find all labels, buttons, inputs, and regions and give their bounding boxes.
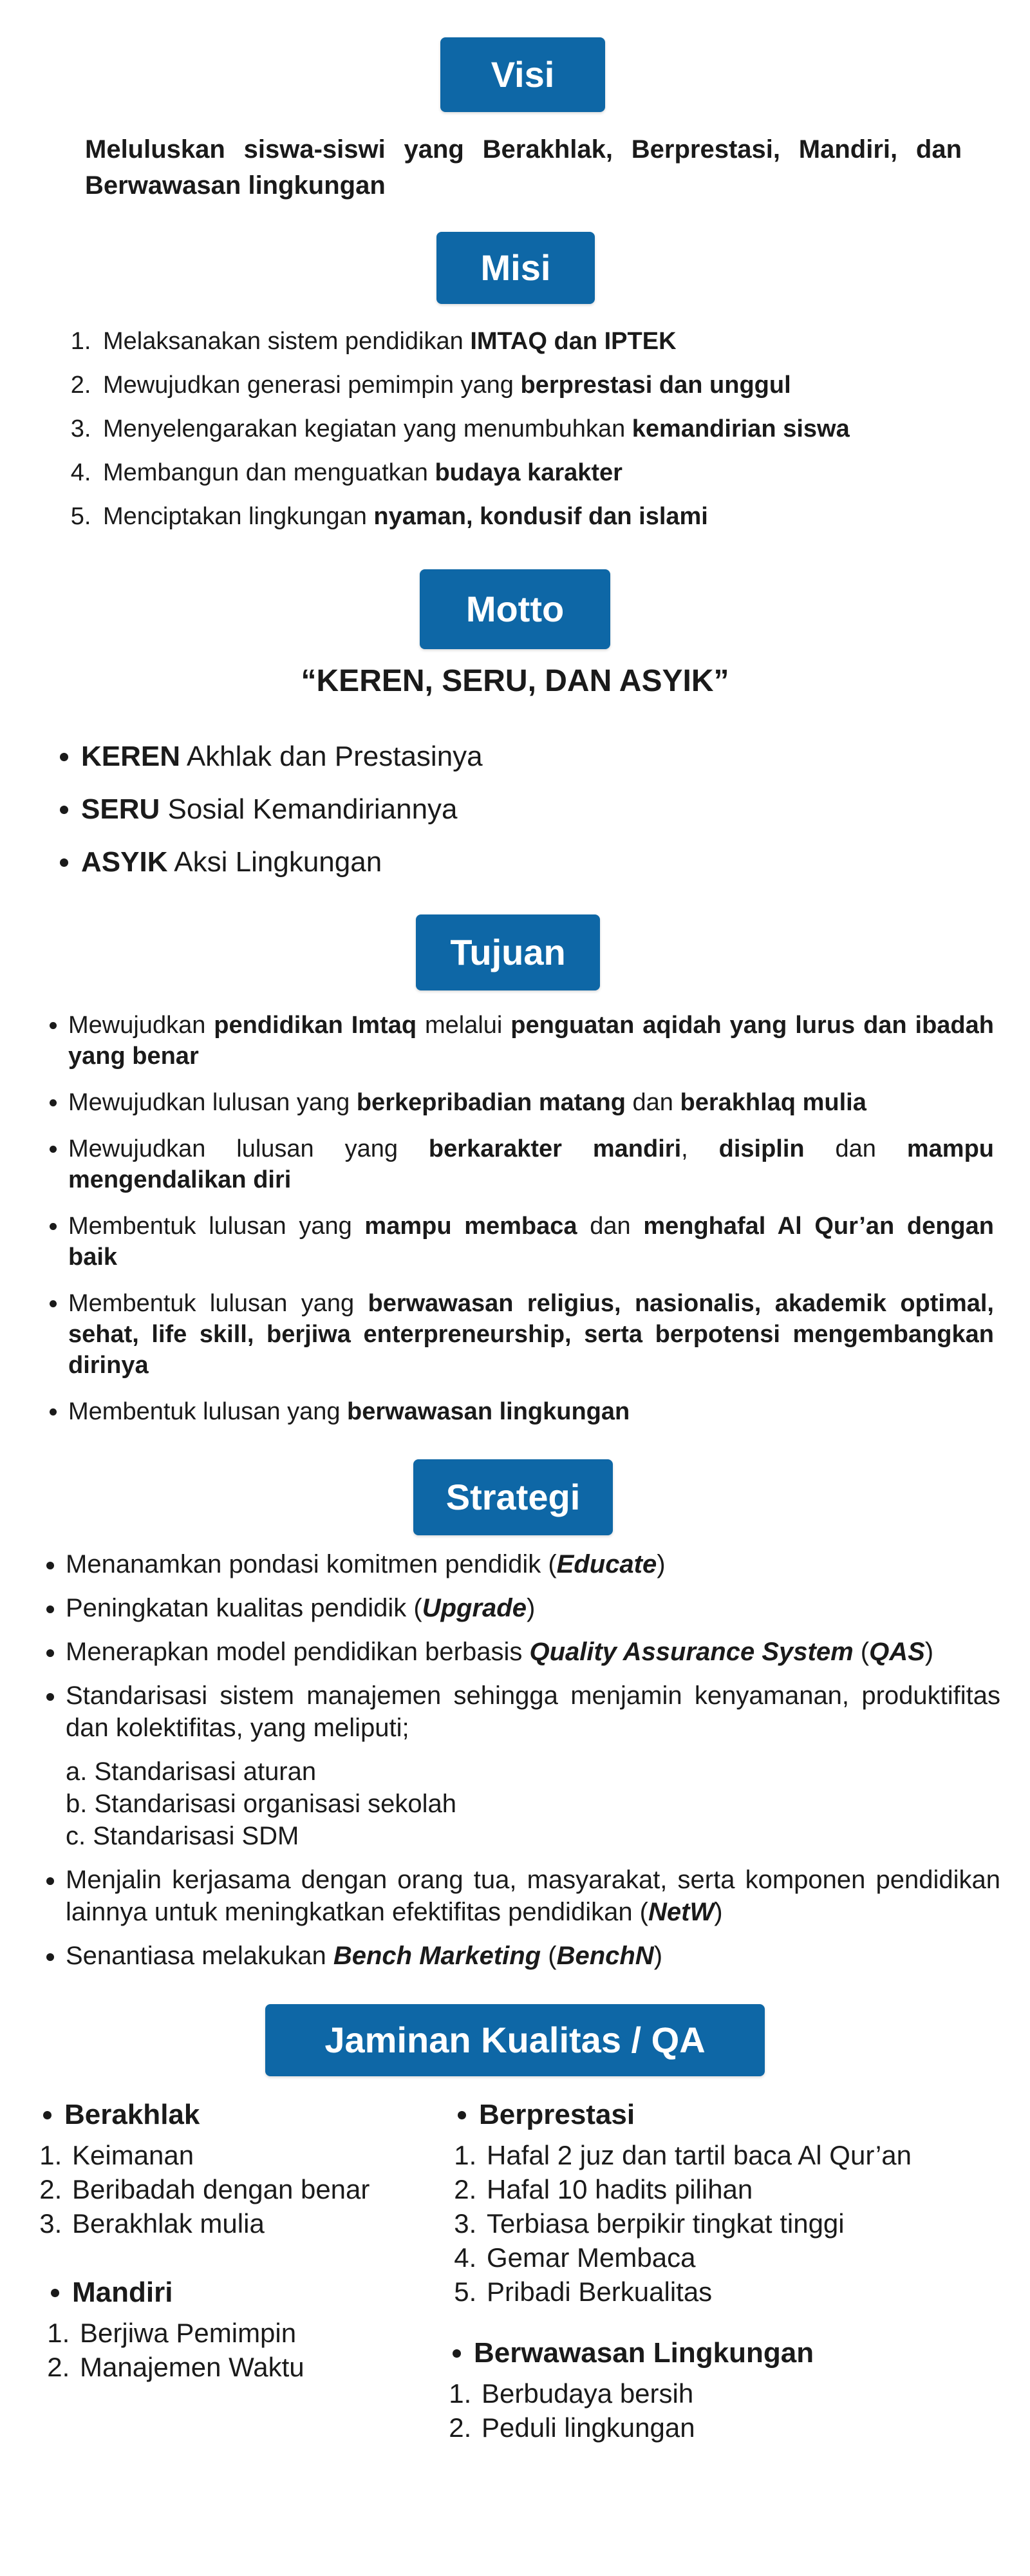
qa-item: 2. Hafal 10 hadits pilihan [484,2172,1017,2206]
strategi-item: • Menerapkan model pendidikan berbasis Quality Assurance System (QAS) [66,1636,1000,1668]
misi-heading: Misi [436,232,595,304]
misi-list [66,319,980,538]
strategi-list-container [35,1548,1000,1984]
strategi-sub-item: b. Standarisasi organisasi sekolah [66,1790,457,1818]
qa-heading: Jaminan Kualitas / QA [265,2004,765,2076]
strategi-item: • Menanamkan pondasi komitmen pendidik (Educate) [66,1548,1000,1580]
tujuan-list [37,1010,994,1427]
qa-group-berakhlak [36,2096,448,2240]
tujuan-item: • Mewujudkan lulusan yang berkarakter mandiri, disiplin dan mampu mengendalikan diri [68,1133,994,1195]
misi-item: 1. Melaksanakan sistem pendidikan IMTAQ dan IPTEK [98,319,980,363]
motto-item: • SERU Sosial Kemandiriannya [81,783,951,836]
tujuan-item: • Membentuk lulusan yang berwawasan religius, nasionalis, akademik optimal, sehat, life skill, berjiwa enterpreneurship, serta berpotensi mengembangkan dirinya [68,1288,994,1381]
visi-text: Meluluskan siswa-siswi yang Berakhlak, Berprestasi, Mandiri, dan Berwawasan lingkungan [85,135,962,200]
motto-item: • KEREN Akhlak dan Prestasinya [81,730,951,783]
strategi-item: • Senantiasa melakukan Bench Marketing (BenchN) [66,1940,1000,1972]
qa-item: 2. Manajemen Waktu [77,2350,443,2384]
strategi-item: • Menjalin kerjasama dengan orang tua, masyarakat, serta komponen pendidikan lainnya untuk meningkatkan efektifitas pendidikan (NetW) [66,1864,1000,1928]
qa-item: 1. Keimanan [70,2138,448,2172]
misi-item: 4. Membangun dan menguatkan budaya karakter [98,451,980,495]
motto-list [50,730,951,889]
tujuan-item: • Mewujudkan pendidikan Imtaq melalui penguatan aqidah yang lurus dan ibadah yang benar [68,1010,994,1072]
qa-item: 1. Berbudaya bersih [479,2376,1012,2410]
tujuan-item: • Mewujudkan lulusan yang berkepribadian matang dan berakhlaq mulia [68,1087,994,1118]
misi-item: 3. Menyelengarakan kegiatan yang menumbuhkan kemandirian siswa [98,407,980,451]
qa-item: 4. Gemar Membaca [484,2240,1017,2275]
tujuan-item: • Membentuk lulusan yang berwawasan lingkungan [68,1396,994,1427]
strategi-sub-item: c. Standarisasi SDM [66,1822,299,1850]
qa-item: 2. Peduli lingkungan [479,2410,1012,2445]
qa-group-heading: • Berakhlak [64,2096,448,2134]
tujuan-list-container [37,1010,994,1443]
qa-item: 5. Pribadi Berkualitas [484,2275,1017,2309]
tujuan-heading: Tujuan [416,914,600,990]
qa-item: 2. Beribadah dengan benar [70,2172,448,2206]
misi-list-container [66,319,980,538]
motto-list-container [50,730,951,889]
strategi-sub-list [66,1756,1000,1852]
motto-heading: Motto [420,569,610,649]
strategi-sub-item: a. Standarisasi aturan [66,1757,317,1786]
motto-item: • ASYIK Aksi Lingkungan [81,836,951,889]
qa-item: 3. Berakhlak mulia [70,2206,448,2240]
strategi-item: • Standarisasi sistem manajemen sehingga menjamin kenyamanan, produktifitas dan kolektifitas, yang meliputi; a. Standarisasi aturan b. Standarisasi organisasi sekolah c. Standarisasi SDM [66,1680,1000,1852]
motto-slogan: “KEREN, SERU, DAN ASYIK” [301,664,729,698]
tujuan-item: • Membentuk lulusan yang mampu membaca dan menghafal Al Qur’an dengan baik [68,1211,994,1273]
qa-group-lingkungan [445,2334,1012,2445]
misi-item: 2. Mewujudkan generasi pemimpin yang berprestasi dan unggul [98,363,980,407]
qa-item: 3. Terbiasa berpikir tingkat tinggi [484,2206,1017,2240]
visi-heading: Visi [440,37,605,112]
qa-group-heading: • Berprestasi [479,2096,1017,2134]
qa-group-heading: • Berwawasan Lingkungan [474,2334,1012,2372]
qa-item: 1. Hafal 2 juz dan tartil baca Al Qur’an [484,2138,1017,2172]
qa-group-berprestasi [451,2096,1017,2309]
misi-item: 5. Menciptakan lingkungan nyaman, kondusif dan islami [98,495,980,538]
strategi-heading: Strategi [413,1459,613,1535]
strategi-item: • Peningkatan kualitas pendidik (Upgrade) [66,1592,1000,1624]
qa-item: 1. Berjiwa Pemimpin [77,2316,443,2350]
strategi-list [35,1548,1000,1972]
qa-group-heading: • Mandiri [72,2273,443,2312]
qa-group-mandiri [44,2273,443,2384]
